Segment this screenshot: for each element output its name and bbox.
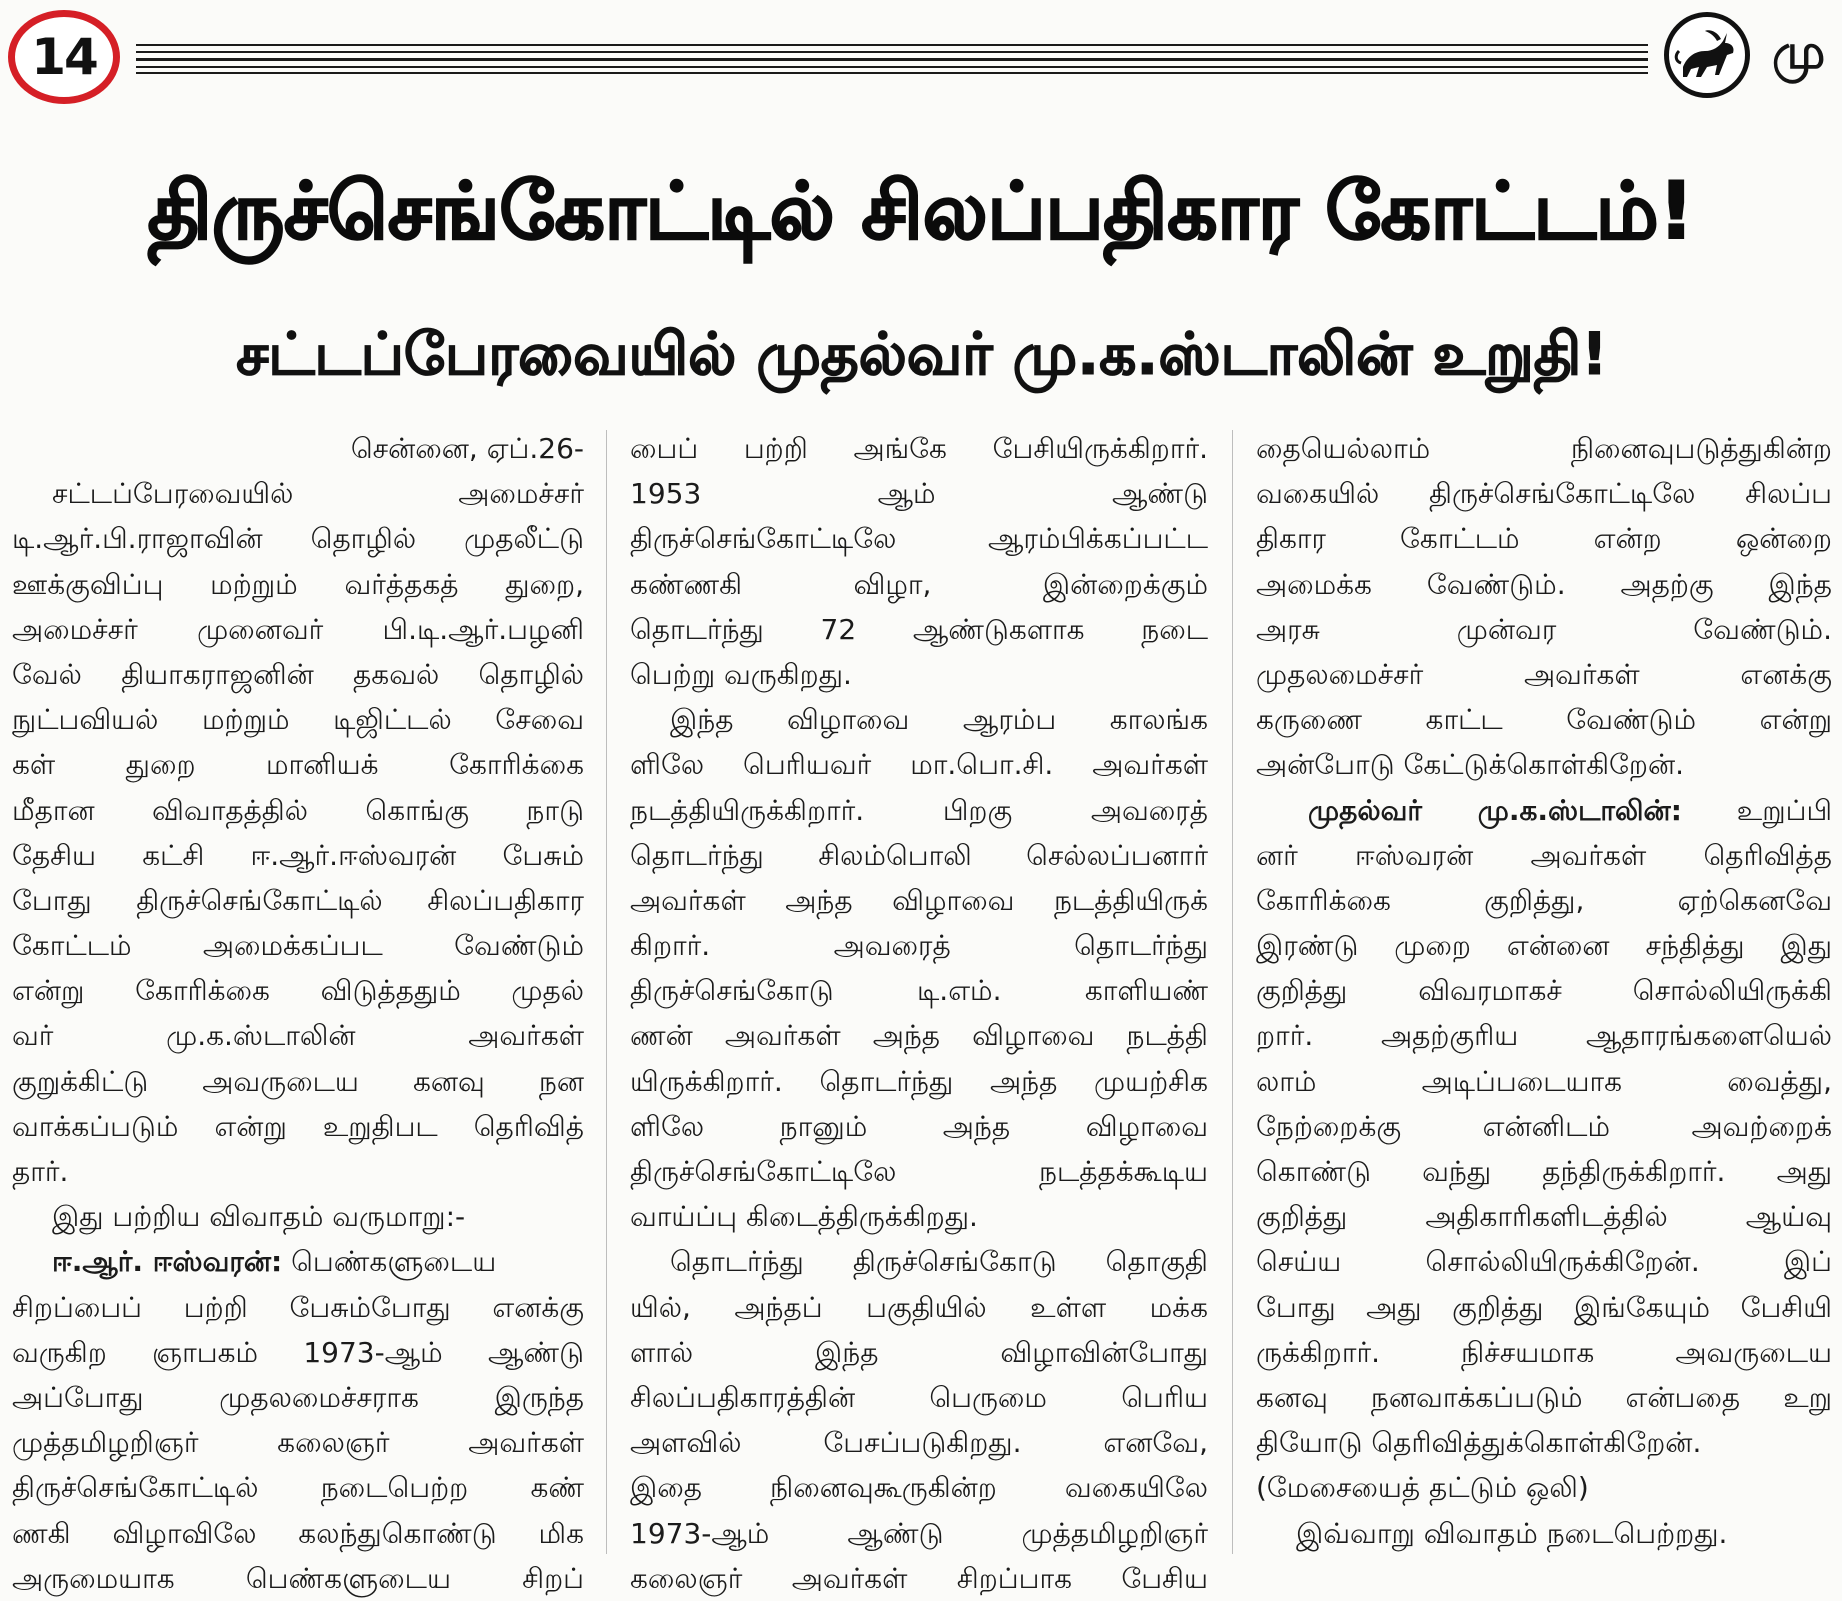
article-line: குறித்து அதிகாரிகளிடத்தில் ஆய்வு: [1256, 1200, 1832, 1234]
article-line: அரசு முன்வர வேண்டும்.: [1256, 612, 1832, 646]
column-divider: [606, 430, 607, 1554]
article-line: திருச்செங்கோடு டி.எம். காளியண்: [630, 974, 1208, 1008]
article-line: அப்போது முதலமைச்சராக இருந்த: [12, 1380, 584, 1414]
article-line: தையெல்லாம் நினைவுபடுத்துகின்ற: [1256, 432, 1832, 465]
speaker-line: [12, 1239, 584, 1284]
article-line: மீதான விவாதத்தில் கொங்கு நாடு: [12, 793, 584, 827]
article-line: வகையில் திருச்செங்கோட்டிலே சிலப்ப: [1256, 477, 1832, 511]
article-line: ளிலே பெரியவர் மா.பொ.சி. அவர்கள்: [630, 748, 1208, 782]
article-line: ருக்கிறார். நிச்சயமாக அவருடைய: [1256, 1335, 1832, 1369]
article-text: உறுப்பி: [1681, 793, 1832, 827]
article-line: லாம் அடிப்படையாக வைத்து,: [1256, 1064, 1832, 1098]
article-line: யில், அந்தப் பகுதியில் உள்ள மக்க: [630, 1290, 1208, 1324]
article-line: வருகிற ஞாபகம் 1973-ஆம் ஆண்டு: [12, 1335, 584, 1369]
article-line: இந்த விழாவை ஆரம்ப காலங்க: [670, 703, 1208, 737]
page-number: 14: [31, 28, 97, 86]
article-line: கண்ணகி விழா, இன்றைக்கும்: [630, 567, 1208, 601]
article-line: தியோடு தெரிவித்துக்கொள்கிறேன்.: [1256, 1426, 1702, 1460]
article-line: பெற்று வருகிறது.: [630, 657, 852, 691]
article-line: ணகி விழாவிலே கலந்துகொண்டு மிக: [12, 1516, 584, 1550]
speaker-name: ஈ.ஆர். ஈஸ்வரன்:: [52, 1245, 283, 1279]
article-line: வாக்கப்படும் என்று உறுதிபட தெரிவித்: [12, 1109, 584, 1143]
article-line: பைப் பற்றி அங்கே பேசியிருக்கிறார்.: [630, 432, 1208, 465]
article-line: திருச்செங்கோட்டில் நடைபெற்ற கண்: [12, 1471, 584, 1505]
article-line: ஊக்குவிப்பு மற்றும் வர்த்தகத் துறை,: [12, 567, 584, 601]
article-line: 1973-ஆம் ஆண்டு முத்தமிழறிஞர்: [630, 1516, 1208, 1550]
newspaper-name: மு: [1772, 24, 1826, 80]
article-line: அளவில் பேசப்படுகிறது. எனவே,: [630, 1426, 1208, 1460]
article-line: வர் மு.க.ஸ்டாலின் அவர்கள்: [12, 1019, 584, 1053]
article-line: கோட்டம் அமைக்கப்பட வேண்டும்: [12, 929, 584, 963]
article-line: தொடர்ந்து திருச்செங்கோடு தொகுதி: [670, 1245, 1208, 1279]
article-line: அமைச்சர் முனைவர் பி.டி.ஆர்.பழனி: [12, 612, 584, 646]
article-line: கிறார். அவரைத் தொடர்ந்து: [630, 929, 1208, 963]
article-line: செய்ய சொல்லியிருக்கிறேன். இப்: [1256, 1245, 1832, 1279]
article-line: அருமையாக பெண்களுடைய சிறப்: [12, 1561, 584, 1595]
article-line: என்று கோரிக்கை விடுத்ததும் முதல்: [12, 974, 584, 1008]
masthead-rules: [136, 44, 1648, 74]
article-line: இரண்டு முறை என்னை சந்தித்து இது: [1256, 929, 1832, 963]
column-divider: [1232, 430, 1233, 1554]
article-line: முதலமைச்சர் அவர்கள் எனக்கு: [1256, 657, 1832, 691]
subheadline: சட்டப்பேரவையில் முதல்வர் மு.க.ஸ்டாலின் உறுதி!: [236, 320, 1608, 388]
article-line: கள் துறை மானியக் கோரிக்கை: [12, 748, 584, 782]
article-line: கருணை காட்ட வேண்டும் என்று: [1256, 703, 1832, 737]
article-line: அவர்கள் அந்த விழாவை நடத்தியிருக்: [630, 883, 1208, 917]
article-line: ணன் அவர்கள் அந்த விழாவை நடத்தி: [630, 1019, 1208, 1053]
article-column-2: [630, 426, 1208, 1595]
article-line: குறித்து விவரமாகச் சொல்லியிருக்கி: [1256, 974, 1832, 1008]
article-line: தொடர்ந்து 72 ஆண்டுகளாக நடை: [630, 612, 1208, 646]
article-line: குறுக்கிட்டு அவருடைய கனவு நன: [12, 1064, 584, 1098]
article-line: போது அது குறித்து இங்கேயும் பேசியி: [1256, 1290, 1832, 1324]
headline: திருச்செங்கோட்டில் சிலப்பதிகார கோட்டம்!: [147, 167, 1695, 257]
article-line: (மேசையைத் தட்டும் ஒலி): [1256, 1471, 1589, 1505]
article-line: சிலப்பதிகாரத்தின் பெருமை பெரிய: [630, 1380, 1208, 1414]
speaker-name: முதல்வர் மு.க.ஸ்டாலின்:: [1308, 793, 1682, 827]
article-line: அன்போடு கேட்டுக்கொள்கிறேன்.: [1256, 748, 1685, 782]
article-line: கலைஞர் அவர்கள் சிறப்பாக பேசிய: [630, 1561, 1208, 1595]
article-line: கோரிக்கை குறித்து, ஏற்கெனவே: [1256, 883, 1832, 917]
article-line: திருச்செங்கோட்டிலே நடத்தக்கூடிய: [630, 1155, 1208, 1188]
article-line: வேல் தியாகராஜனின் தகவல் தொழில்: [12, 657, 584, 691]
article-line: சிறப்பைப் பற்றி பேசும்போது எனக்கு: [12, 1290, 584, 1324]
article-line: தொடர்ந்து சிலம்பொலி செல்லப்பனார்: [630, 838, 1208, 872]
article-line: வாய்ப்பு கிடைத்திருக்கிறது.: [630, 1200, 978, 1234]
article-line: ளால் இந்த விழாவின்போது: [630, 1335, 1208, 1369]
article-line: நுட்பவியல் மற்றும் டிஜிட்டல் சேவை: [12, 703, 584, 737]
article-line: முத்தமிழறிஞர் கலைஞர் அவர்கள்: [12, 1426, 584, 1460]
article-line: இவ்வாறு விவாதம் நடைபெற்றது.: [1296, 1516, 1728, 1550]
article-line: தார்.: [12, 1155, 69, 1188]
article-line: நேற்றைக்கு என்னிடம் அவற்றைக்: [1256, 1109, 1832, 1143]
article-line: றார். அதற்குரிய ஆதாரங்களையெல்: [1256, 1019, 1832, 1053]
speaker-line: [1256, 788, 1832, 833]
article-line: யிருக்கிறார். தொடர்ந்து அந்த முயற்சிக: [630, 1064, 1208, 1098]
article-line: கொண்டு வந்து தந்திருக்கிறார். அது: [1256, 1155, 1832, 1188]
article-line: இது பற்றிய விவாதம் வருமாறு:-: [52, 1200, 466, 1234]
article-line: நடத்தியிருக்கிறார். பிறகு அவரைத்: [630, 793, 1208, 827]
article-line: ளிலே நானும் அந்த விழாவை: [630, 1109, 1208, 1143]
article-line: னர் ஈஸ்வரன் அவர்கள் தெரிவித்த: [1256, 838, 1832, 872]
masthead: [0, 0, 1842, 118]
article-line: சட்டப்பேரவையில் அமைச்சர்: [52, 477, 584, 511]
bull-emblem-icon: [1664, 12, 1750, 98]
article-column-3: [1256, 426, 1832, 1558]
article-line: தேசிய கட்சி ஈ.ஆர்.ஈஸ்வரன் பேசும்: [12, 838, 584, 872]
article-column-1: [12, 426, 584, 1595]
article-line: கனவு நனவாக்கப்படும் என்பதை உறு: [1256, 1380, 1832, 1414]
article-line: அமைக்க வேண்டும். அதற்கு இந்த: [1256, 567, 1832, 601]
article-line: டி.ஆர்.பி.ராஜாவின் தொழில் முதலீட்டு: [12, 522, 584, 556]
article-line: போது திருச்செங்கோட்டில் சிலப்பதிகார: [12, 883, 584, 917]
article-text: பெண்களுடைய: [282, 1245, 497, 1279]
article-line: இதை நினைவுகூருகின்ற வகையிலே: [630, 1471, 1208, 1505]
article-line: திருச்செங்கோட்டிலே ஆரம்பிக்கப்பட்ட: [630, 522, 1208, 556]
dateline: சென்னை, ஏப்.26-: [350, 432, 584, 465]
article-line: திகார கோட்டம் என்ற ஒன்றை: [1256, 522, 1832, 556]
article-line: 1953 ஆம் ஆண்டு: [630, 477, 1208, 511]
page-number-badge: [8, 10, 120, 104]
